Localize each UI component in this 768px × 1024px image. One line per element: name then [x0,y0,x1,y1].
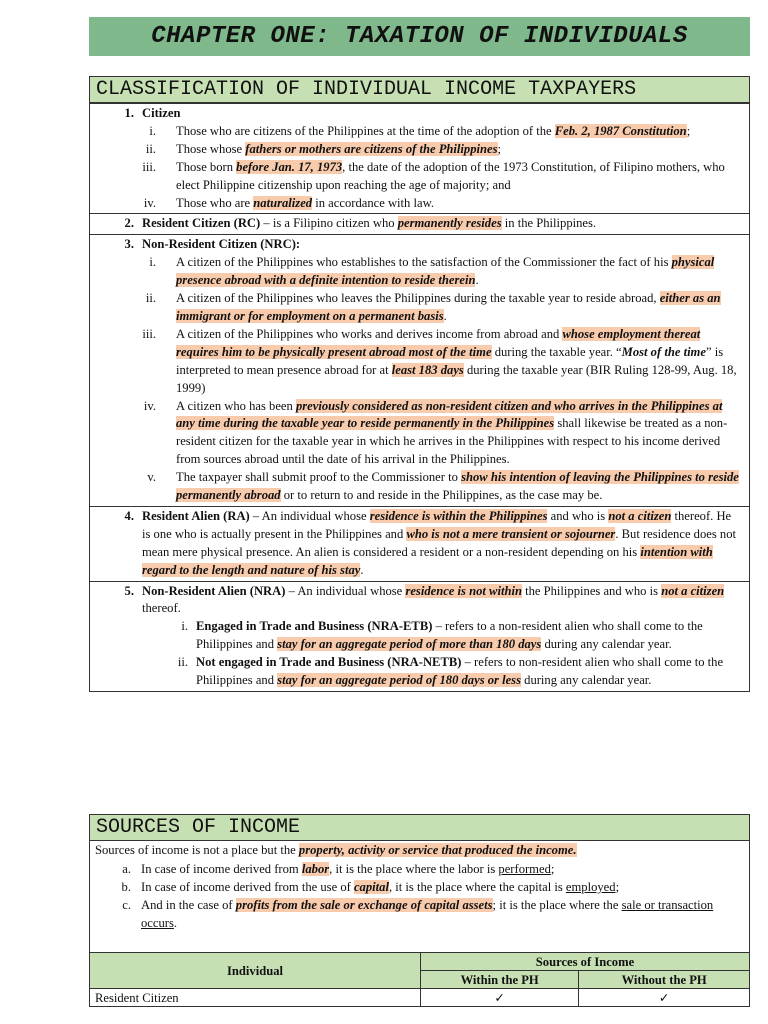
list-item: In case of income derived from the use of capital, it is the place where the capital is employed; [141,879,620,894]
chapter-banner [89,17,750,56]
roman-numeral: ii. [145,291,156,306]
list-item: A citizen of the Philippines who leaves the Philippines during the taxable year to reside abroad, either as an immigrant or for employment on a permanent basis. [176,291,721,323]
row-label: Resident Citizen [90,989,421,1007]
roman-numeral: iv. [143,398,156,413]
list-letter: a. [122,861,131,876]
item-number: 1. [124,106,134,120]
roman-numeral: iii. [142,326,156,341]
list-item: Those who are naturalized in accordance with law. [176,195,435,210]
classification-heading: CLASSIFICATION OF INDIVIDUAL INCOME TAXPAYERS [90,77,749,103]
item-text: Resident Citizen (RC) – is a Filipino citizen who permanently resides in the Philippines. [142,216,597,231]
table-row [90,989,750,1007]
col-sources-group: Sources of Income [421,953,750,971]
item-text: Non-Resident Alien (NRA) – An individual whose residence is not within the Philippines and who is not a citizen thereof. [142,583,725,616]
check-icon: ✓ [579,989,750,1007]
sources-list [90,861,749,934]
list-item: A citizen of the Philippines who establishes to the satisfaction of the Commissioner the fact of his physical presence abroad with a definite intention to reside therein. [176,255,715,288]
classification-box [89,76,750,692]
roman-numeral: ii. [145,141,156,156]
item-number: 4. [124,508,134,523]
sources-box [89,814,750,1007]
check-icon: ✓ [421,989,579,1007]
list-item: The taxpayer shall submit proof to the Commissioner to show his intention of leaving the Philippines to reside permanently abroad or to return to and reside in the Philippines, as the case may be. [176,470,739,503]
item-title: Non-Resident Citizen (NRC): [142,237,301,252]
roman-numeral: ii. [177,655,188,670]
col-within-ph: Within the PH [421,971,579,989]
list-item: Not engaged in Trade and Business (NRA-NETB) – refers to non-resident alien who shall come to the Philippines and stay for an aggregate period of 180 days or less during any calendar year. [196,655,724,688]
list-item: In case of income derived from labor, it is the place where the labor is performed; [141,861,555,876]
list-letter: b. [121,879,131,894]
sources-intro: Sources of income is not a place but the property, activity or service that produced the income. [95,843,577,857]
section-resident-citizen [90,213,749,234]
list-item: And in the case of profits from the sale or exchange of capital assets; it is the place where the sale or transaction occurs. [141,897,714,930]
chapter-title: CHAPTER ONE: TAXATION OF INDIVIDUALS [151,23,688,50]
roman-numeral: v. [147,470,156,485]
col-individual: Individual [90,953,421,989]
section-non-resident-citizen [90,234,749,506]
sources-table [89,952,750,1007]
section-non-resident-alien [90,581,749,691]
list-item: Engaged in Trade and Business (NRA-ETB) – refers to a non-resident alien who shall come to the Philippines and stay for an aggregate period of more than 180 days during any calendar year. [196,619,703,652]
list-item: A citizen who has been previously considered as non-resident citizen and who arrives in the Philippines at any time during the taxable year to reside permanently in the Philippines shall likewise be treated as a non-resident citizen for the taxable year in which he arrives in the Philippines with respect to his income derived from sources abroad until the date of his arrival in the Philippines. [176,398,728,467]
item-number: 5. [124,583,134,598]
sources-heading: SOURCES OF INCOME [90,815,749,841]
item-number: 3. [124,237,134,252]
list-item: Those whose fathers or mothers are citizens of the Philippines; [176,141,502,156]
section-resident-alien [90,506,749,581]
roman-numeral: i. [149,255,156,270]
roman-numeral: i. [181,619,188,634]
item-number: 2. [124,216,134,231]
roman-numeral: iii. [142,159,156,174]
list-item: Those born before Jan. 17, 1973, the date of the adoption of the 1973 Constitution, of Filipino mothers, who elect Philippine citizenship upon reaching the age of majority; and [176,159,725,192]
list-letter: c. [122,897,131,912]
list-item: Those who are citizens of the Philippines at the time of the adoption of the Feb. 2, 1987 Constitution; [176,123,691,138]
col-without-ph: Without the PH [579,971,750,989]
roman-numeral: iv. [143,195,156,210]
section-citizen [90,103,749,213]
item-title: Citizen [142,106,181,120]
roman-numeral: i. [149,123,156,138]
list-item: A citizen of the Philippines who works and derives income from abroad and whose employment thereat requires him to be physically present abroad most of the time during the taxable year. “Most of the time” is interpreted to mean presence abroad for at least 183 days during the taxable year (BIR Ruling 128-99, Aug. 18, 1999) [176,326,737,395]
item-text: Resident Alien (RA) – An individual whose residence is within the Philippines and who is not a citizen thereof. He is one who is actually present in the Philippines and who is not a mere transient or sojourner. But residence does not mean mere physical presence. An alien is considered a resident or a non-resident depending on his intention with regard to the length and nature of his stay. [142,508,737,577]
